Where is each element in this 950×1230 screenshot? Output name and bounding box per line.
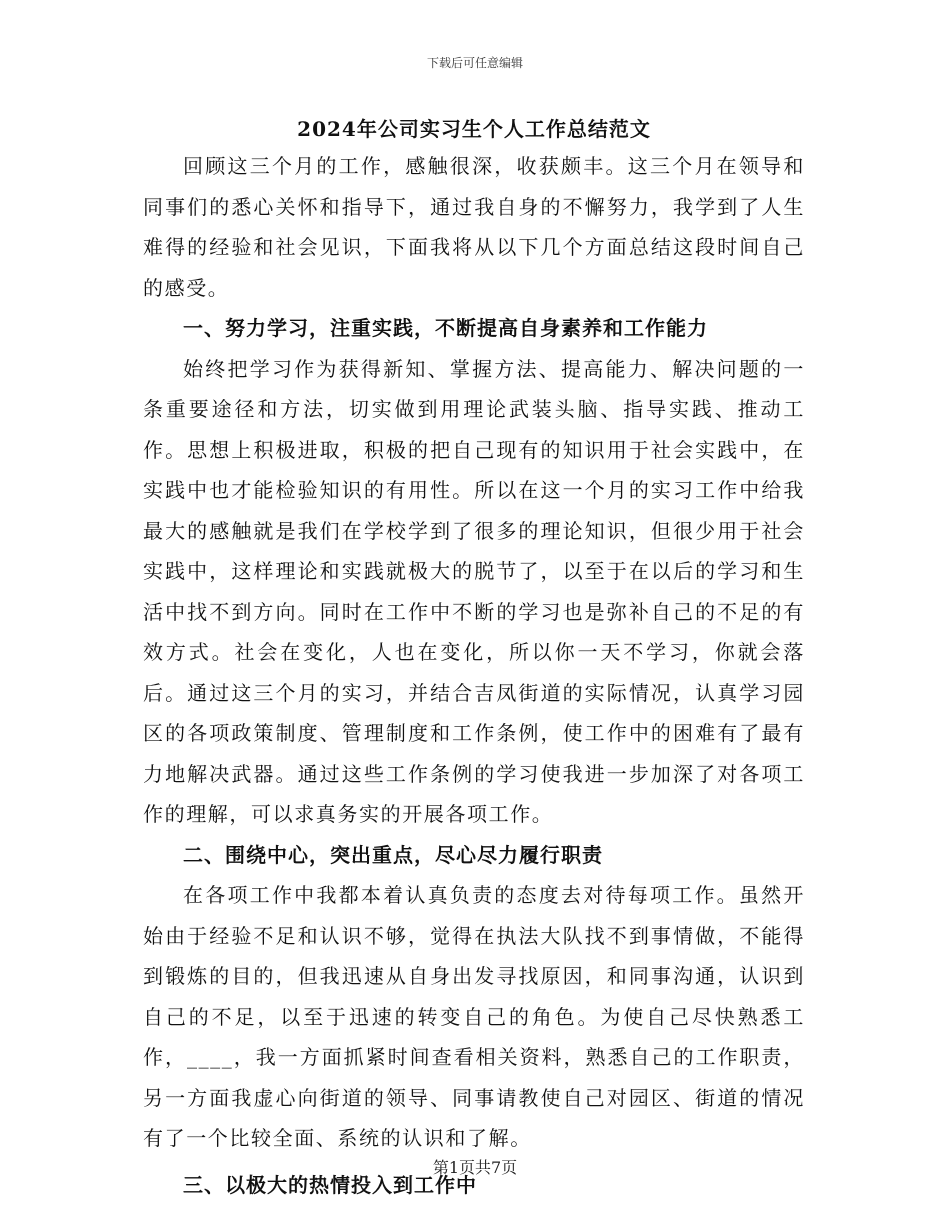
- page-number: 第1页共7页: [432, 1158, 518, 1177]
- intro-paragraph: 回顾这三个月的工作，感触很深，收获颇丰。这三个月在领导和同事们的悉心关怀和指导下，通过我自身的不懈努力，我学到了人生难得的经验和社会见识，下面我将从以下几个方面总结这段时间自己的感受。: [143, 154, 805, 300]
- section-body-2: 在各项工作中我都本着认真负责的态度去对待每项工作。虽然开始由于经验不足和认识不够，觉得在执法大队找不到事情做，不能得到锻炼的目的，但我迅速从自身出发寻找原因，和同事沟通，认识到自己的不足，以至于迅速的转变自己的角色。为使自己尽快熟悉工作，____，我一方面抓紧时间查看相关资料，熟悉自己的工作职责，另一方面我虚心向街道的领导、同事请教使自己对园区、街道的情况有了一个比较全面、系统的认识和了解。: [143, 883, 805, 1150]
- section-heading-1: 一、努力学习，注重实践，不断提高自身素养和工作能力: [183, 316, 708, 340]
- section-heading-3: 三、以极大的热情投入到工作中: [183, 1172, 477, 1197]
- document-title: 2024年公司实习生个人工作总结范文: [297, 117, 651, 141]
- section-heading-2: 二、围绕中心，突出重点，尽心尽力履行职责: [183, 842, 603, 867]
- section-body-1: 始终把学习作为获得新知、掌握方法、提高能力、解决问题的一条重要途径和方法，切实做到用理论武装头脑、指导实践、推动工作。思想上积极进取，积极的把自己现有的知识用于社会实践中，在实践中也才能检验知识的有用性。所以在这一个月的实习工作中给我最大的感触就是我们在学校学到了很多的理论知识，但很少用于社会实践中，这样理论和实践就极大的脱节了，以至于在以后的学习和生活中找不到方向。同时在工作中不断的学习也是弥补自己的不足的有效方式。社会在变化，人也在变化，所以你一天不学习，你就会落后。通过这三个月的实习，并结合吉凤街道的实际情况，认真学习园区的各项政策制度、管理制度和工作条例，使工作中的困难有了最有力地解决武器。通过这些工作条例的学习使我进一步加深了对各项工作的理解，可以求真务实的开展各项工作。: [143, 356, 805, 826]
- document-body: [143, 112, 805, 1205]
- header-note: 下载后可任意编辑: [426, 56, 523, 70]
